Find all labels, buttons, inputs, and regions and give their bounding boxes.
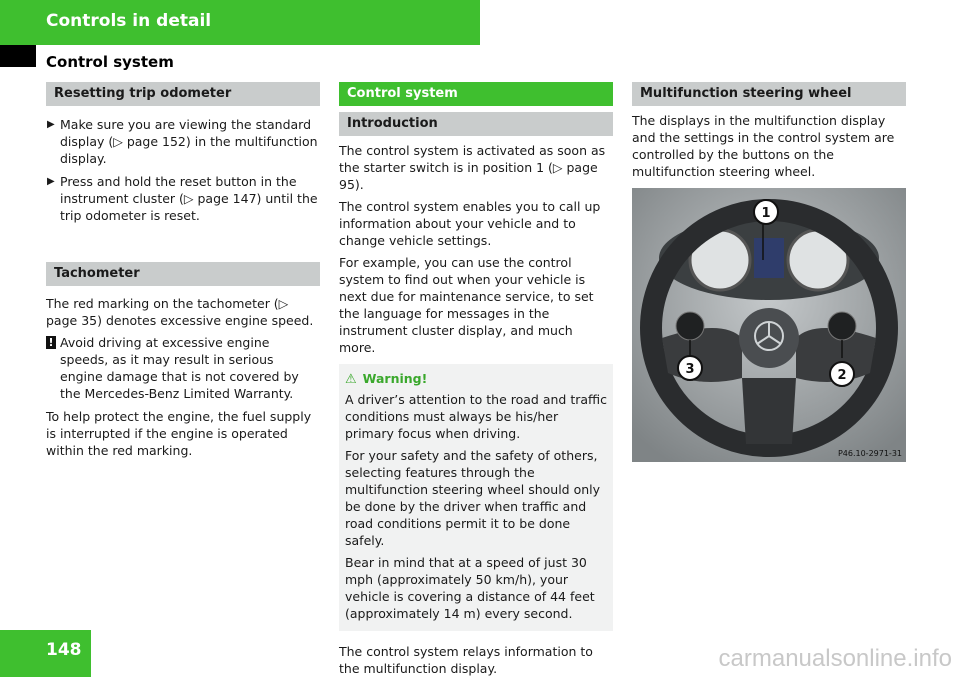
callout-3: 3: [685, 362, 695, 377]
caution-text: Avoid driving at excessive engine speeds, as it may result in serious engine damage that is not covered by the Mercedes-Benz Limited Warranty.: [60, 335, 299, 401]
heading-tachometer: Tachometer: [46, 262, 320, 286]
column-right: [632, 82, 906, 462]
bullet-arrow-icon: ▶: [47, 119, 55, 130]
chapter-title: Controls in detail: [46, 11, 212, 31]
paragraph: For example, you can use the control system to find out when your vehicle is next due for maintenance service, to set the language for messages in the instrument cluster display, and much more.: [339, 255, 594, 355]
header-corner-block: [0, 45, 36, 67]
warning-triangle-icon: ⚠: [345, 372, 357, 387]
steering-wheel-photo: [632, 188, 906, 462]
image-code: P46.10-2971-31: [837, 449, 902, 458]
subheading-introduction: Introduction: [339, 112, 613, 136]
paragraph: The control system is activated as soon as the starter switch is in position 1 (▷ page 95).: [339, 143, 606, 192]
callout-1: 1: [761, 206, 771, 221]
caution-note: [46, 334, 320, 402]
bullet-text: Make sure you are viewing the standard display (▷ page 152) in the multifunction display.: [60, 117, 318, 166]
watermark: carmanualsonline.info: [718, 645, 952, 672]
page-number-tab: [0, 630, 91, 677]
warning-header: [345, 370, 607, 388]
heading-trip-odometer: Resetting trip odometer: [46, 82, 320, 106]
bullet-item: [46, 173, 320, 224]
chapter-header-bar: [0, 0, 480, 45]
page-number: 148: [46, 640, 82, 660]
warning-paragraph: A driver’s attention to the road and traffic conditions must always be his/her primary focus when driving.: [345, 392, 607, 441]
warning-title: Warning!: [362, 371, 428, 386]
steering-wheel-illustration: [632, 188, 906, 462]
column-left: [46, 82, 320, 464]
warning-box: [339, 364, 613, 631]
exclamation-icon: !: [46, 336, 56, 349]
heading-control-system: Control system: [339, 82, 613, 106]
section-subtitle: Control system: [46, 53, 174, 71]
bullet-arrow-icon: ▶: [47, 176, 55, 187]
paragraph: The control system relays information to the multifunction display.: [339, 644, 593, 676]
heading-steering-wheel: Multifunction steering wheel: [632, 82, 906, 106]
callout-2: 2: [837, 368, 847, 383]
paragraph: The control system enables you to call up information about your vehicle and to change vehicle settings.: [339, 199, 601, 248]
paragraph: To help protect the engine, the fuel supply is interrupted if the engine is operated within the red marking.: [46, 409, 312, 458]
paragraph: The red marking on the tachometer (▷ page 35) denotes excessive engine speed.: [46, 296, 314, 328]
paragraph: The displays in the multifunction display and the settings in the control system are controlled by the buttons on the multifunction steering wheel.: [632, 113, 895, 179]
warning-paragraph: For your safety and the safety of others, selecting features through the multifunction steering wheel should only be done by the driver when traffic and road conditions permit it to be done safely.: [345, 448, 601, 548]
bullet-text: Press and hold the reset button in the instrument cluster (▷ page 147) until the trip odometer is reset.: [60, 174, 318, 223]
warning-paragraph: Bear in mind that at a speed of just 30 mph (approximately 50 km/h), your vehicle is covering a distance of 44 feet (approximately 14 m) every second.: [345, 555, 595, 621]
bullet-item: [46, 116, 320, 167]
column-middle: [339, 82, 613, 677]
